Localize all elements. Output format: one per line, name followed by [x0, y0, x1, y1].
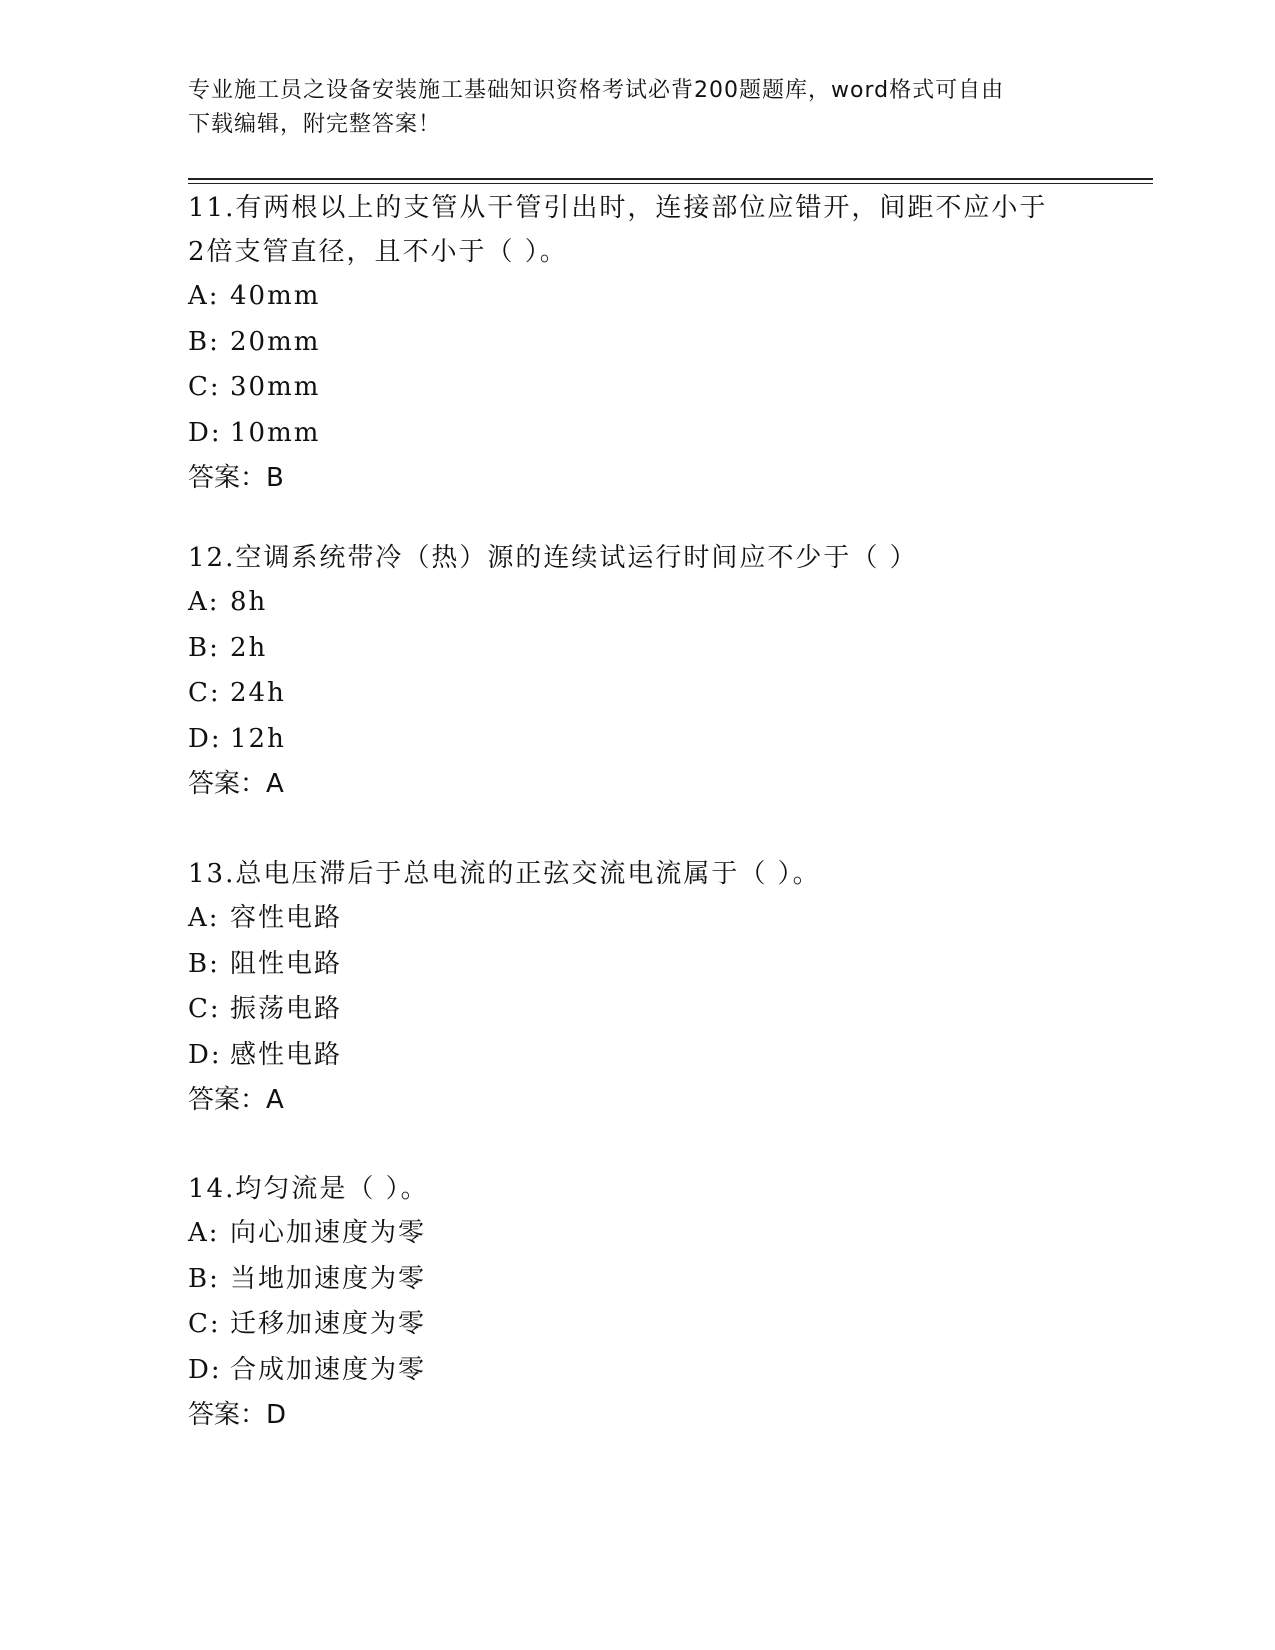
header-divider-thick — [188, 178, 1153, 180]
option-letter: A: — [188, 587, 220, 617]
option-c — [188, 1302, 1088, 1348]
option-d — [188, 411, 1088, 457]
answer-line: 答案：B — [188, 463, 284, 493]
option-letter: A: — [188, 1218, 220, 1248]
question-stem: 11.有两根以上的支管从干管引出时，连接部位应错开，间距不应小于 — [188, 193, 1048, 223]
option-b — [188, 626, 1088, 672]
option-letter: A: — [188, 281, 220, 311]
option-b — [188, 320, 1088, 366]
option-text: 阻性电路 — [230, 948, 343, 979]
question-stem: 13.总电压滞后于总电流的正弦交流电流属于（ ）。 — [188, 859, 821, 889]
option-letter: D: — [188, 1354, 222, 1385]
question-stem-continued: 2倍支管直径，且不小于（ ）。 — [188, 237, 568, 267]
option-d — [188, 717, 1088, 763]
option-text: 24h — [230, 678, 286, 708]
option-letter: A: — [188, 903, 220, 933]
option-text: 迁移加速度为零 — [230, 1309, 427, 1339]
option-letter: B: — [188, 1263, 220, 1294]
option-text: 容性电路 — [230, 903, 343, 933]
option-b — [188, 1257, 1088, 1303]
option-text: 感性电路 — [230, 1039, 343, 1070]
option-b — [188, 942, 1088, 988]
option-letter: D: — [188, 417, 222, 448]
question-13 — [188, 852, 1088, 1123]
option-text: 30mm — [230, 372, 321, 402]
option-text: 振荡电路 — [230, 994, 343, 1024]
option-letter: C: — [188, 372, 221, 402]
header-divider-thin — [188, 183, 1153, 184]
header-line-2: 下载编辑，附完整答案！ — [188, 112, 442, 137]
option-letter: B: — [188, 632, 220, 663]
question-11 — [188, 186, 1088, 501]
option-letter: C: — [188, 994, 221, 1024]
option-letter: C: — [188, 678, 221, 708]
option-c — [188, 365, 1088, 411]
option-text: 12h — [230, 723, 286, 754]
option-text: 40mm — [230, 281, 321, 311]
option-text: 2h — [230, 632, 268, 663]
option-text: 10mm — [230, 417, 321, 448]
option-d — [188, 1348, 1088, 1394]
option-d — [188, 1033, 1088, 1079]
option-c — [188, 671, 1088, 717]
option-letter: D: — [188, 1039, 222, 1070]
option-a — [188, 274, 1088, 320]
option-text: 向心加速度为零 — [230, 1218, 427, 1248]
question-14 — [188, 1167, 1088, 1438]
option-a — [188, 1211, 1088, 1257]
option-letter: C: — [188, 1309, 221, 1339]
option-c — [188, 987, 1088, 1033]
option-letter: B: — [188, 326, 220, 357]
option-letter: D: — [188, 723, 222, 754]
question-stem: 14.均匀流是（ ）。 — [188, 1174, 429, 1204]
document-header — [188, 74, 1068, 142]
option-a — [188, 580, 1088, 626]
answer-line: 答案：D — [188, 1400, 287, 1430]
option-text: 合成加速度为零 — [230, 1354, 427, 1385]
option-text: 8h — [230, 587, 268, 617]
header-line-1: 专业施工员之设备安装施工基础知识资格考试必背200题题库，word格式可自由 — [188, 78, 1005, 103]
question-12 — [188, 536, 1088, 807]
question-stem: 12.空调系统带冷（热）源的连续试运行时间应不少于（ ） — [188, 543, 918, 573]
option-text: 当地加速度为零 — [230, 1263, 427, 1294]
answer-line: 答案：A — [188, 1085, 284, 1115]
option-a — [188, 896, 1088, 942]
option-text: 20mm — [230, 326, 321, 357]
option-letter: B: — [188, 948, 220, 979]
answer-line: 答案：A — [188, 769, 284, 799]
